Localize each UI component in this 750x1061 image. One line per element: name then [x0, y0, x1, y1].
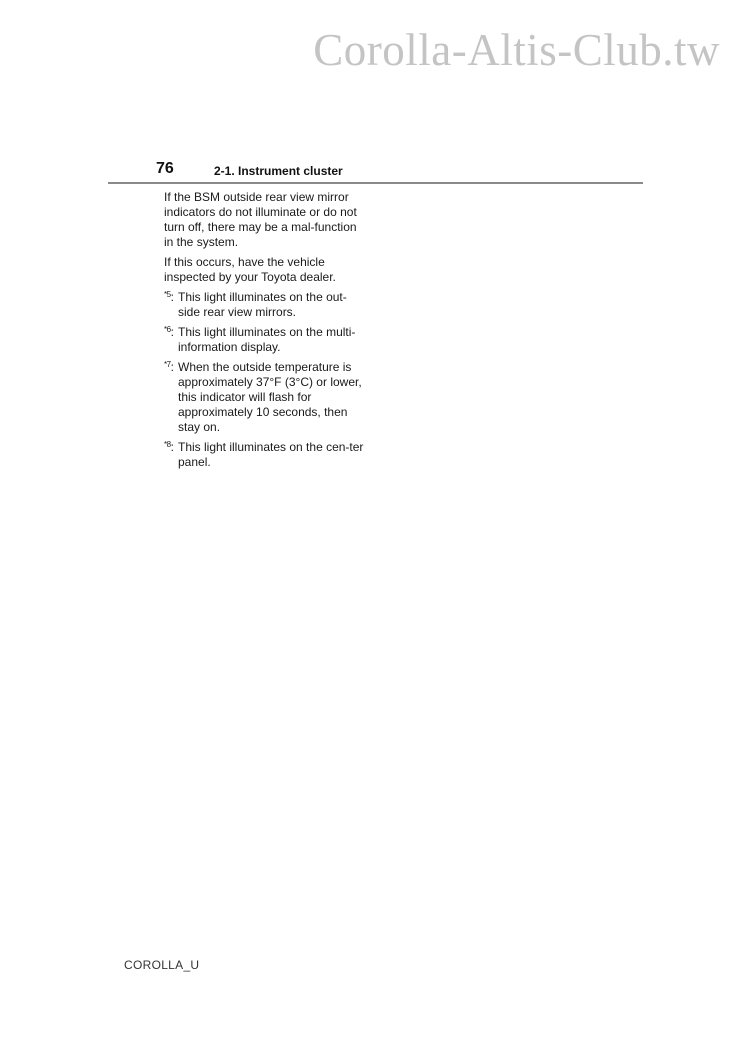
footnote-ref: *7 [164, 360, 171, 369]
footnote-text: This light illuminates on the out-side rear view mirrors. [178, 290, 347, 319]
footnote [164, 440, 364, 470]
footnote-marker [164, 440, 178, 470]
body-content [164, 190, 364, 475]
section-title: 2-1. Instrument cluster [214, 164, 343, 178]
paragraph: If this occurs, have the vehicle inspected by your Toyota dealer. [164, 255, 336, 284]
footnote-text: This light illuminates on the cen-ter panel. [178, 440, 364, 469]
footnote-marker [164, 290, 178, 320]
footnote-marker [164, 325, 178, 355]
page-number: 76 [156, 160, 174, 177]
footnote [164, 325, 364, 355]
footer-label: COROLLA_U [124, 958, 200, 972]
footnote-ref: *5 [164, 290, 171, 299]
footnote-text: This light illuminates on the multi-information display. [178, 325, 356, 354]
footnote-marker [164, 360, 178, 435]
footnote-colon: : [170, 325, 174, 339]
paragraph: If the BSM outside rear view mirror indicators do not illuminate or do not turn off, there may be a mal-function in the system. [164, 190, 357, 249]
footnote-colon: : [170, 290, 174, 304]
footnote-colon: : [170, 440, 174, 454]
footnote-ref: *6 [164, 325, 171, 334]
header-divider [108, 182, 643, 184]
footnote [164, 290, 364, 320]
footnote-colon: : [170, 360, 174, 374]
footnote-text: When the outside temperature is approximately 37°F (3°C) or lower, this indicator will flash for approximately 10 seconds, then stay on. [178, 360, 362, 434]
footnote [164, 360, 364, 435]
watermark-text: Corolla-Altis-Club.tw [313, 25, 720, 75]
footnote-ref: *8 [164, 440, 171, 449]
